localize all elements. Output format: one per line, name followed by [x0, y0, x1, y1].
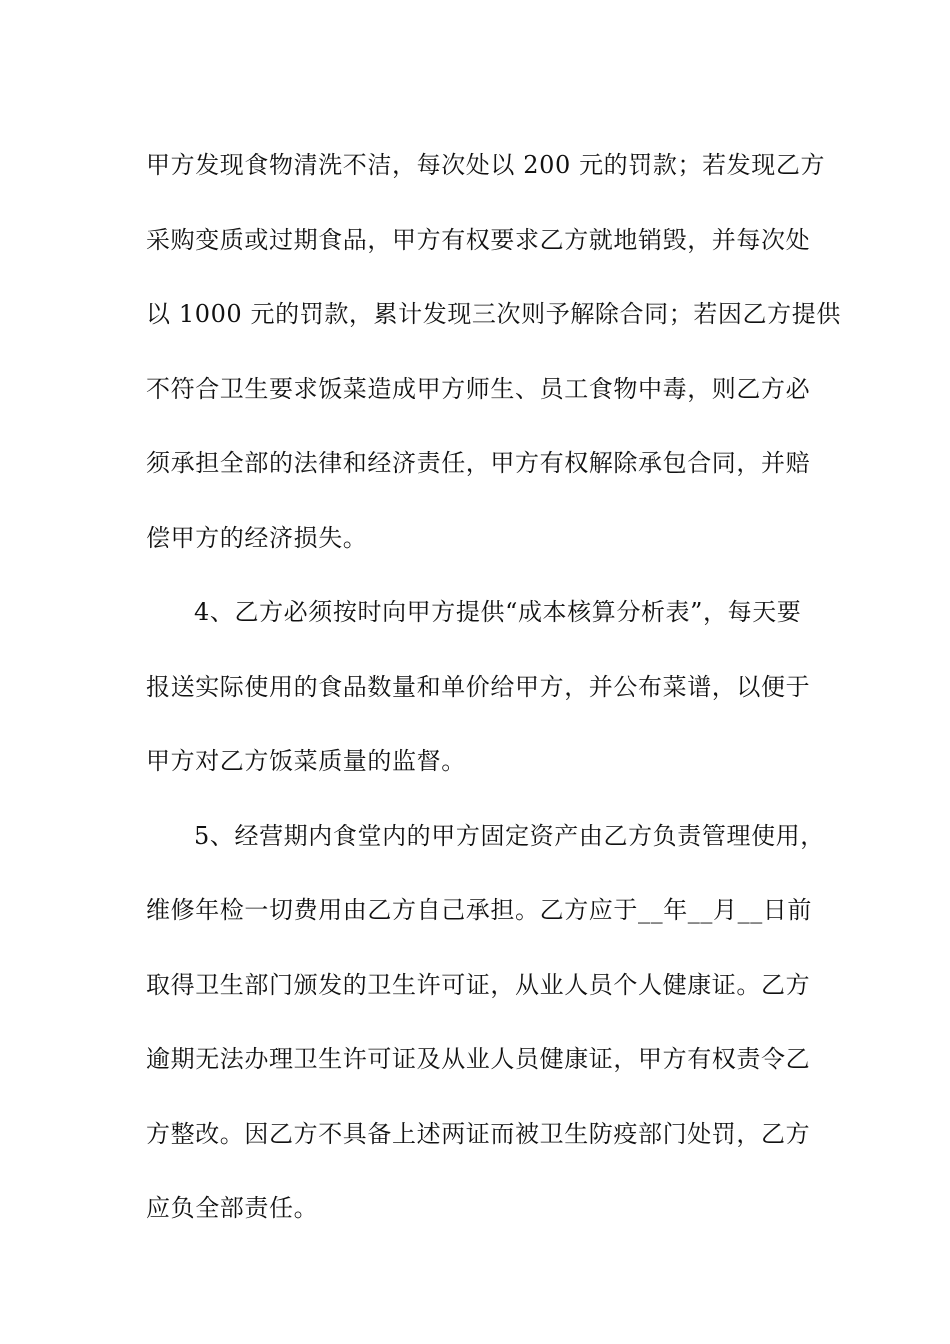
text-line: 须承担全部的法律和经济责任，甲方有权解除承包合同，并赔 — [146, 449, 811, 477]
text-line: 应负全部责任。 — [146, 1194, 319, 1222]
text-line: 方整改。因乙方不具备上述两证而被卫生防疫部门处罚，乙方 — [146, 1119, 811, 1148]
text-line: 甲方对乙方饭菜质量的监督。 — [146, 747, 466, 775]
text-line: 以 1000 元的罚款，累计发现三次则予解除合同；若因乙方提供 — [146, 300, 841, 328]
text-line: 报送实际使用的食品数量和单价给甲方，并公布菜谱，以便于 — [146, 672, 811, 701]
text-line: 逾期无法办理卫生许可证及从业人员健康证，甲方有权责令乙 — [146, 1045, 811, 1073]
text-line: 采购变质或过期食品，甲方有权要求乙方就地销毁，并每次处 — [146, 225, 811, 254]
text-line: 偿甲方的经济损失。 — [146, 523, 368, 552]
paragraph-5-first-line: 5、经营期内食堂内的甲方固定资产由乙方负责管理使用， — [194, 821, 825, 850]
text-line: 取得卫生部门颁发的卫生许可证，从业人员个人健康证。乙方 — [146, 970, 811, 999]
text-line: 维修年检一切费用由乙方自己承担。乙方应于__年__月__日前 — [146, 896, 812, 924]
document-body — [146, 128, 841, 1246]
text-line: 甲方发现食物清洗不洁，每次处以 200 元的罚款；若发现乙方 — [146, 151, 826, 179]
paragraph-4-first-line: 4、乙方必须按时向甲方提供“成本核算分析表”，每天要 — [194, 598, 802, 626]
text-line: 不符合卫生要求饭菜造成甲方师生、员工食物中毒，则乙方必 — [146, 374, 811, 403]
